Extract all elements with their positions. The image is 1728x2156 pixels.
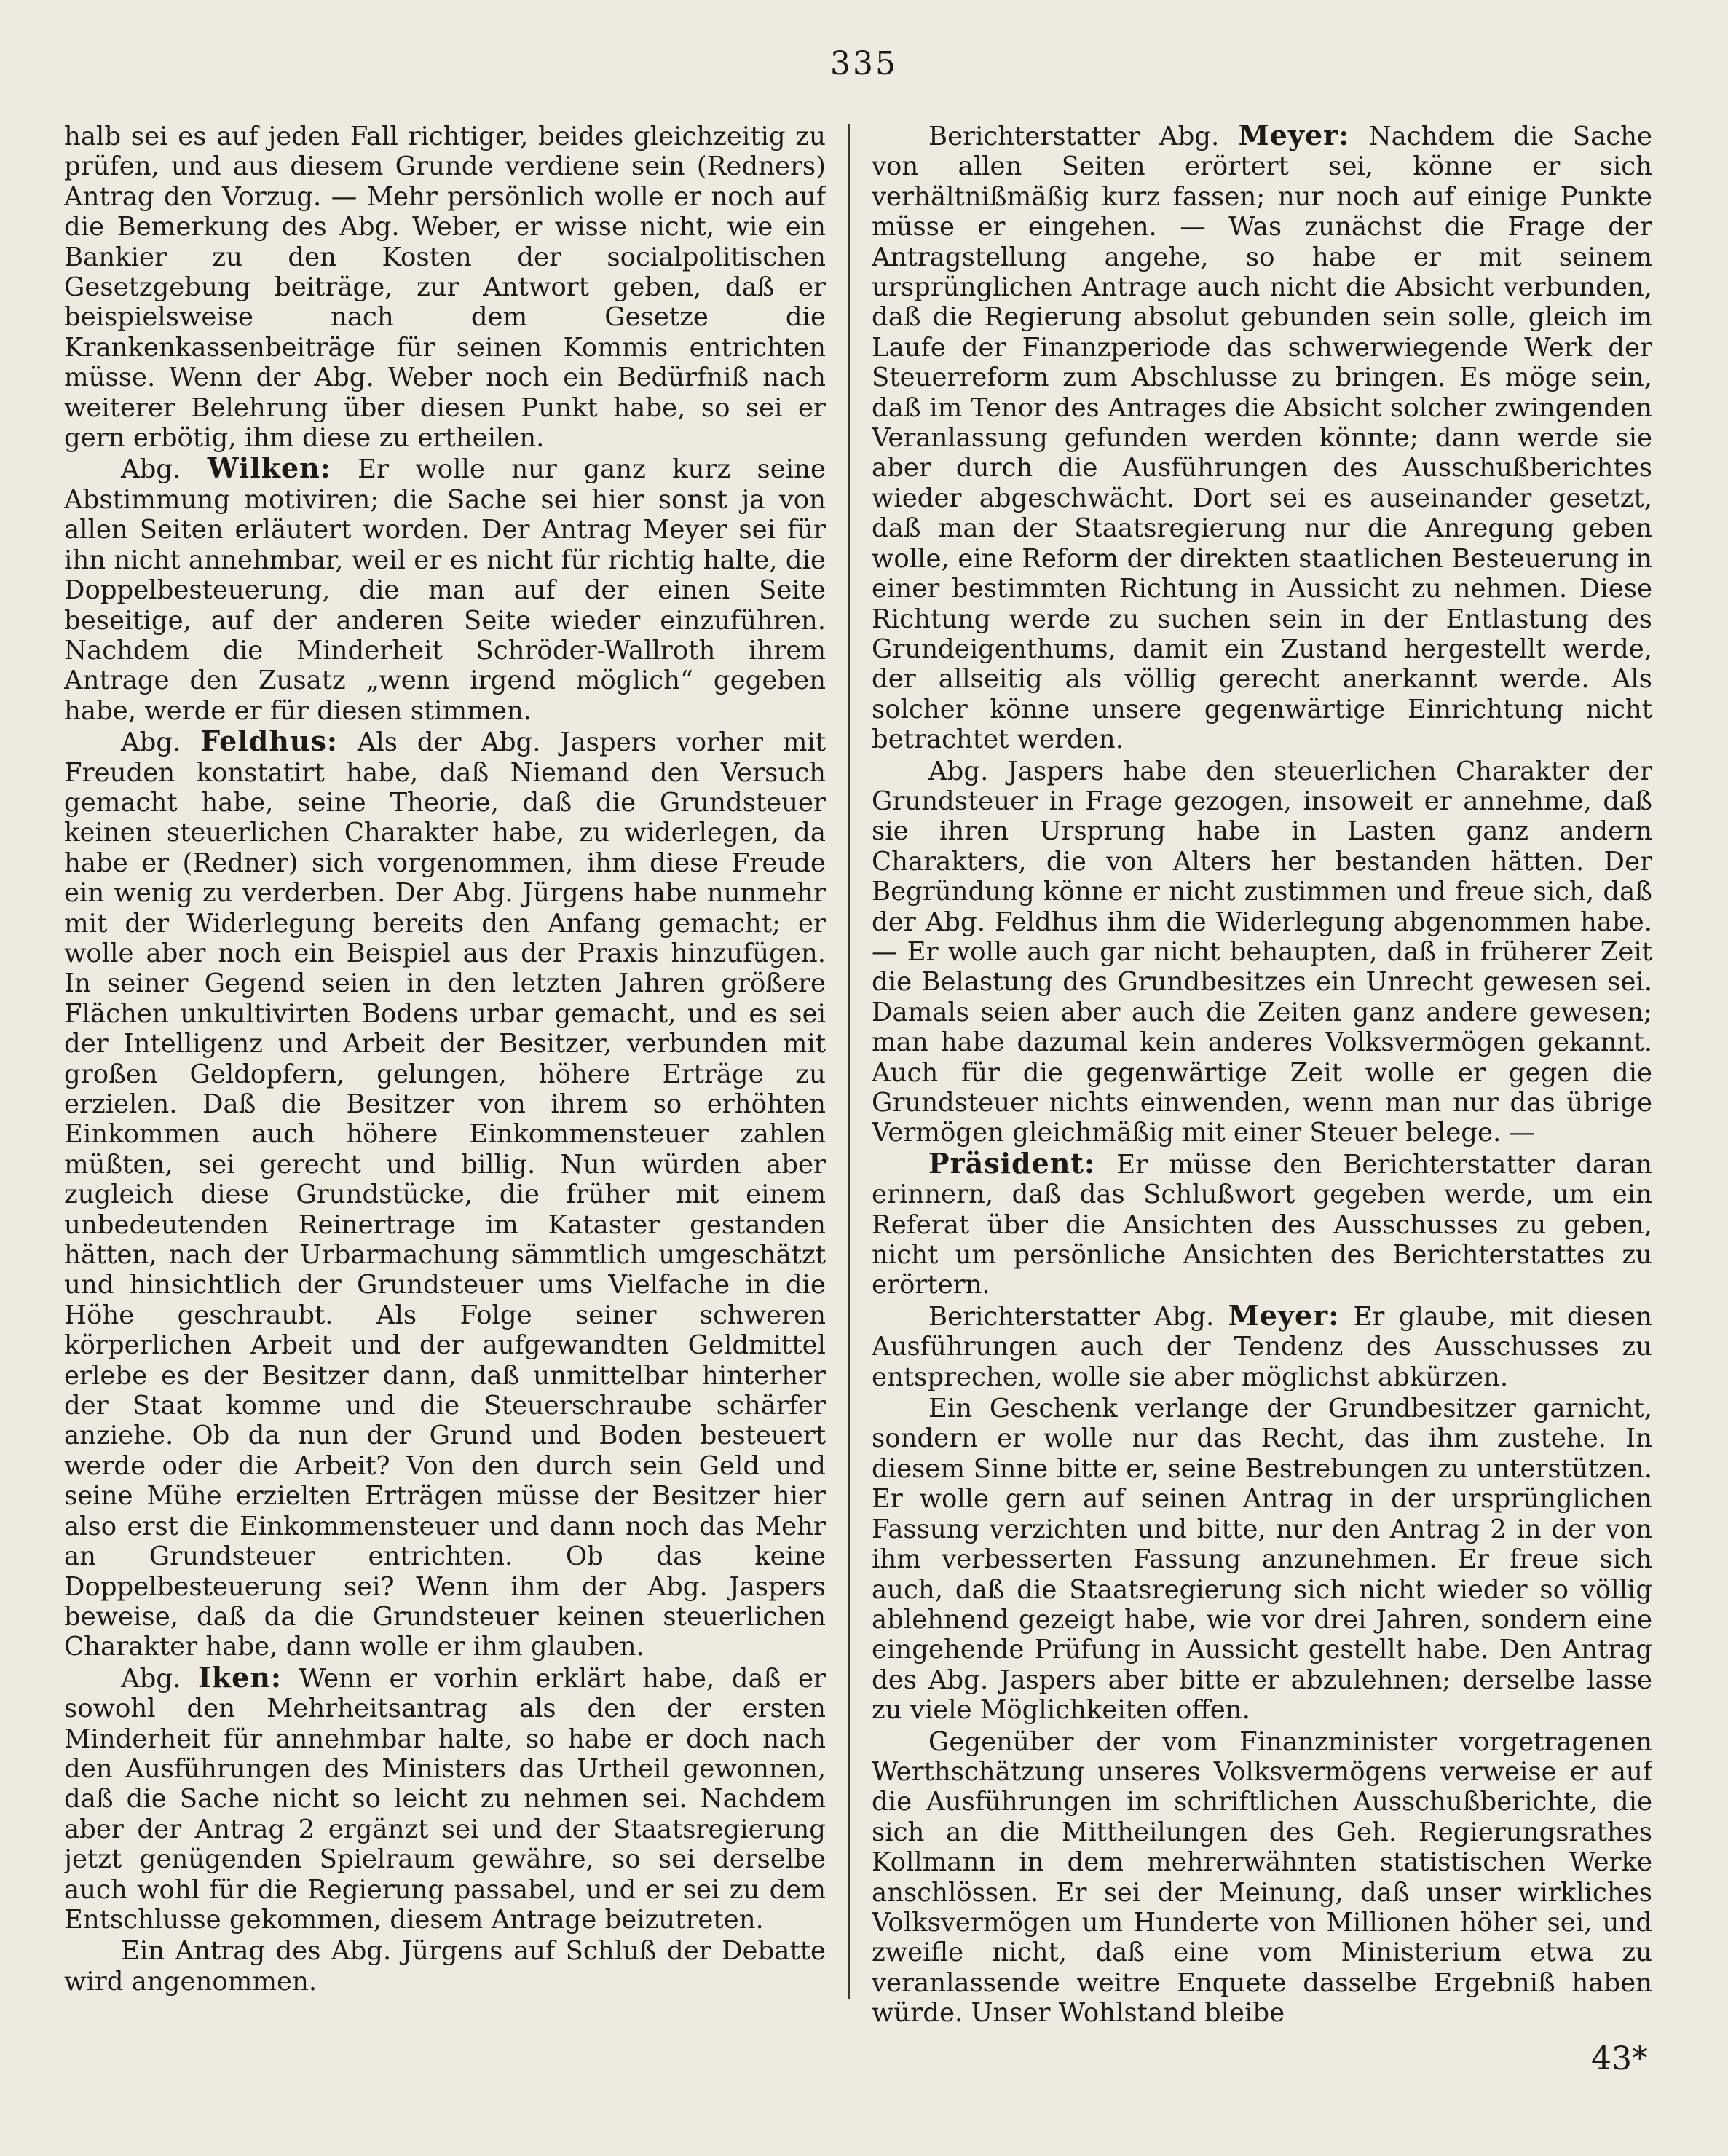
speaker-name: Meyer:	[1228, 1298, 1340, 1332]
speaker-name: Wilken:	[207, 451, 331, 485]
paragraph: Abg. Jaspers habe den steuerlichen Charakter der Grundsteuer in Frage gezogen, insoweit er annehme, daß sie ihren Ursprung habe in Lasten ganz andern Charakters, die von Alters her bestanden hätten. Der Begründung könne er nicht zustimmen und freue sich, daß der Abg. Feldhus ihm die Widerlegung abgenommen habe. — Er wolle auch gar nicht behaupten, daß in früherer Zeit die Belastung des Grundbesitzes ein Unrecht gewesen sei. Damals seien aber auch die Zeiten ganz andere gewesen; man habe dazumal kein anderes Volksvermögen gekannt. Auch für die gegenwärtige Zeit wolle er gegen die Grundsteuer nichts einwenden, wenn man nur das übrige Vermögen gleichmäßig mit einer Steuer belege. —	[872, 756, 1652, 1148]
left-column	[64, 120, 826, 2028]
speaker-name: Iken:	[198, 1660, 282, 1694]
paragraph: Abg. Feldhus: Als der Abg. Jaspers vorher mit Freuden konstatirt habe, daß Niemand den Versuch gemacht habe, seine Theorie, daß die Grundsteuer keinen steuerlichen Charakter habe, zu widerlegen, da habe er (Redner) sich vorgenommen, ihm diese Freude ein wenig zu verderben. Der Abg. Jürgens habe nunmehr mit der Widerlegung bereits den Anfang gemacht; er wolle aber noch ein Beispiel aus der Praxis hinzufügen. In seiner Gegend seien in den letzten Jahren größere Flächen unkultivirten Bodens urbar gemacht, und es sei der Intelligenz und Arbeit der Besitzer, verbunden mit großen Geldopfern, gelungen, höhere Erträge zu erzielen. Daß die Besitzer von ihrem so erhöhten Einkommen auch höhere Einkommensteuer zahlen müßten, sei gerecht und billig. Nun würden aber zugleich diese Grundstücke, die früher mit einem unbedeutenden Reinertrage im Kataster gestanden hätten, nach der Urbarmachung sämmtlich umgeschätzt und hinsichtlich der Grundsteuer ums Vielfache in die Höhe geschraubt. Als Folge seiner schweren körperlichen Arbeit und der aufgewandten Geldmittel erlebe es der Besitzer dann, daß unmittelbar hinterher der Staat komme und die Steuerschraube schärfer anziehe. Ob da nun der Grund und Boden besteuert werde oder die Arbeit? Von den durch sein Geld und seine Mühe erzielten Erträgen müsse der Besitzer hier also erst die Einkommensteuer und dann noch das Mehr an Grundsteuer entrichten. Ob das keine Doppelbesteuerung sei? Wenn ihm der Abg. Jaspers beweise, daß da die Grundsteuer keinen steuerlichen Charakter habe, dann wolle er ihm glauben.	[64, 724, 826, 1662]
paragraph: Abg. Wilken: Er wolle nur ganz kurz seine Abstimmung motiviren; die Sache sei hier sonst ja von allen Seiten erläutert worden. Der Antrag Meyer sei für ihn nicht annehmbar, weil er es nicht für richtig halte, die Doppelbesteuerung, die man auf der einen Seite beseitige, auf der anderen Seite wieder einzuführen. Nachdem die Minderheit Schröder-Wallroth ihrem Antrage den Zusatz „wenn irgend möglich“ gegeben habe, werde er für diesen stimmen.	[64, 451, 826, 726]
speaker-name: Meyer:	[1238, 120, 1350, 151]
paragraph: halb sei es auf jeden Fall richtiger, beides gleichzeitig zu prüfen, und aus diesem Grunde verdiene sein (Redners) Antrag den Vorzug. — Mehr persönlich wolle er noch auf die Bemerkung des Abg. Weber, er wisse nicht, wie ein Bankier zu den Kosten der socialpolitischen Gesetzgebung beiträge, zur Antwort geben, daß er beispielsweise nach dem Gesetze die Krankenkassenbeiträge für seinen Kommis entrichten müsse. Wenn der Abg. Weber noch ein Bedürfniß nach weiterer Belehrung über diesen Punkt habe, so sei er gern erbötig, ihm diese zu ertheilen.	[64, 122, 826, 454]
paragraph: Berichterstatter Abg. Meyer: Er glaube, mit diesen Ausführungen auch der Tendenz des Ausschusses zu entsprechen, wolle sie aber möglichst abkürzen.	[872, 1298, 1652, 1392]
paragraph: Präsident: Er müsse den Berichterstatter daran erinnern, daß das Schlußwort gegeben werde, um ein Referat über die Ansichten des Ausschusses zu geben, nicht um persönliche Ansichten des Berichterstattes zu erörtern.	[872, 1146, 1652, 1300]
sheet-signature: 43*	[1591, 2040, 1648, 2077]
speaker-name: Feldhus:	[200, 724, 338, 758]
paragraph: Berichterstatter Abg. Meyer: Nachdem die Sache von allen Seiten erörtert sei, könne er sich verhältnißmäßig kurz fassen; nur noch auf einige Punkte müsse er eingehen. — Was zunächst die Frage der Antragstellung angehe, so habe er mit seinem ursprünglichen Antrage auch nicht die Absicht verbunden, daß die Regierung absolut gebunden sein solle, gleich im Laufe der Finanzperiode das schwerwiegende Werk der Steuerreform zum Abschlusse zu bringen. Es möge sein, daß im Tenor des Antrages die Absicht solcher zwingenden Veranlassung gefunden werden könnte; dann werde sie aber durch die Ausführungen des Ausschußberichtes wieder abgeschwächt. Dort sei es auseinander gesetzt, daß man der Staatsregierung nur die Anregung geben wolle, eine Reform der direkten staatlichen Besteuerung in einer bestimmten Richtung in Aussicht zu nehmen. Diese Richtung werde zu suchen sein in der Entlastung des Grundeigenthums, damit ein Zustand hergestellt werde, der allseitig als völlig gerecht anerkannt werde. Als solcher könne unsere gegenwärtige Einrichtung nicht betrachtet werden.	[872, 120, 1652, 755]
right-column	[872, 120, 1652, 2028]
speaker-name: Präsident:	[928, 1146, 1096, 1180]
paragraph: Abg. Iken: Wenn er vorhin erklärt habe, daß er sowohl den Mehrheitsantrag als den der ersten Minderheit für annehmbar halte, so habe er doch nach den Ausführungen des Ministers das Urtheil gewonnen, daß die Sache nicht so leicht zu nehmen sei. Nachdem aber der Antrag 2 ergänzt sei und der Staatsregierung jetzt genügenden Spielraum gewähre, so sei derselbe auch wohl für die Regierung passabel, und er sei zu dem Entschlusse gekommen, diesem Antrage beizutreten.	[64, 1660, 826, 1935]
paragraph: Ein Geschenk verlange der Grundbesitzer garnicht, sondern er wolle nur das Recht, das ihm zustehe. In diesem Sinne bitte er, seine Bestrebungen zu unterstützen. Er wolle gern auf seinen Antrag in der ursprünglichen Fassung verzichten und bitte, nur den Antrag 2 in der von ihm verbesserten Fassung anzunehmen. Er freue sich auch, daß die Staatsregierung sich nicht wieder so völlig ablehnend gezeigt habe, wie vor drei Jahren, sondern eine eingehende Prüfung in Aussicht gestellt habe. Den Antrag des Abg. Jaspers aber bitte er abzulehnen; derselbe lasse zu viele Möglichkeiten offen.	[872, 1394, 1652, 1726]
paragraph: Ein Antrag des Abg. Jürgens auf Schluß der Debatte wird angenommen.	[64, 1936, 826, 1997]
page-number: 335	[830, 45, 898, 82]
column-divider	[848, 124, 850, 1999]
paragraph: Gegenüber der vom Finanzminister vorgetragenen Werthschätzung unseres Volksvermögens verweise er auf die Ausführungen im schriftlichen Ausschußberichte, die sich an die Mittheilungen des Geh. Regierungsrathes Kollmann in dem mehrerwähnten statistischen Werke anschlössen. Er sei der Meinung, daß unser wirkliches Volksvermögen um Hunderte von Millionen höher sei, und zweifle nicht, daß eine vom Ministerium etwa zu veranlassende weitre Enquete dasselbe Ergebniß haben würde. Unser Wohlstand bleibe	[872, 1726, 1652, 2028]
